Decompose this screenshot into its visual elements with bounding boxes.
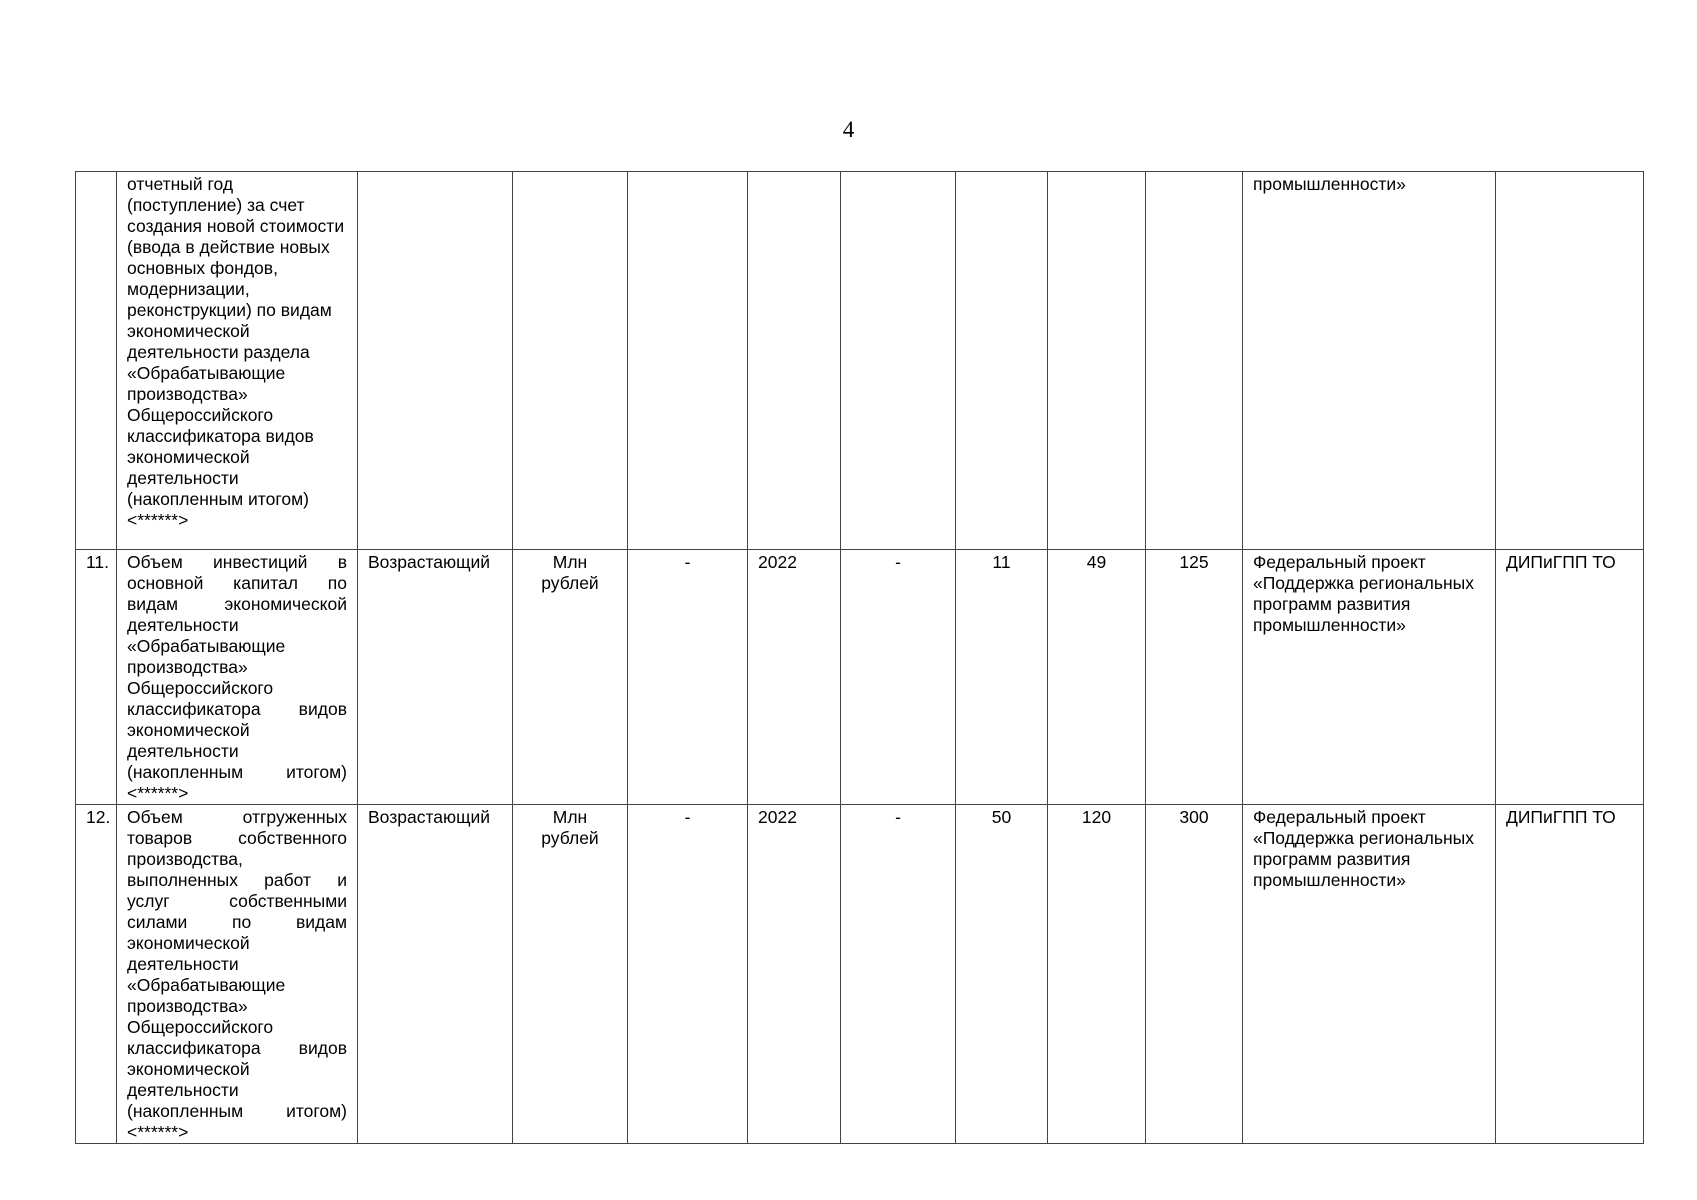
base-year: 2022 (748, 805, 841, 1144)
table-row (76, 172, 1644, 550)
value-4: 300 (1146, 805, 1243, 1144)
value-4: 125 (1146, 550, 1243, 805)
value-2 (956, 172, 1048, 550)
federal-project: Федеральный проект «Поддержка региональных программ развития промышленности» (1243, 805, 1496, 1144)
indicator-name: Объем инвестиций в основной капитал по видам экономической деятельности «Обрабатывающие производства» Общероссийского классификатора видов экономической деятельности (накопленным итогом) <******> (117, 550, 358, 805)
table-row (76, 550, 1644, 805)
unit (513, 172, 628, 550)
page-number: 4 (842, 117, 855, 142)
value-3: 120 (1048, 805, 1146, 1144)
row-number (76, 172, 117, 550)
trend: Возрастающий (358, 550, 513, 805)
indicators-table (75, 171, 1644, 1144)
base-value: - (628, 805, 748, 1144)
value-4 (1146, 172, 1243, 550)
row-number: 12. (76, 805, 117, 1144)
base-year: 2022 (748, 550, 841, 805)
base-year (748, 172, 841, 550)
responsible: ДИПиГПП ТО (1496, 550, 1644, 805)
value-2: 50 (956, 805, 1048, 1144)
base-value (628, 172, 748, 550)
value-3 (1048, 172, 1146, 550)
responsible: ДИПиГПП ТО (1496, 805, 1644, 1144)
unit: Млн рублей (513, 805, 628, 1144)
indicator-name: Объем отгруженных товаров собственного производства, выполненных работ и услуг собственными силами по видам экономической деятельности «Обрабатывающие производства» Общероссийского классификатора видов экономической деятельности (накопленным итогом) <******> (117, 805, 358, 1144)
value-1 (841, 172, 956, 550)
trend: Возрастающий (358, 805, 513, 1144)
indicator-name: отчетный год (поступление) за счет создания новой стоимости (ввода в действие новых основных фондов, модернизации, реконструкции) по видам экономической деятельности раздела «Обрабатывающие производства» Общероссийского классификатора видов экономической деятельности (накопленным итогом) <******> (117, 172, 358, 550)
trend (358, 172, 513, 550)
base-value: - (628, 550, 748, 805)
federal-project: Федеральный проект «Поддержка региональных программ развития промышленности» (1243, 550, 1496, 805)
row-number: 11. (76, 550, 117, 805)
federal-project: промышленности» (1243, 172, 1496, 550)
responsible (1496, 172, 1644, 550)
table-row (76, 805, 1644, 1144)
value-2: 11 (956, 550, 1048, 805)
value-3: 49 (1048, 550, 1146, 805)
unit: Млн рублей (513, 550, 628, 805)
value-1: - (841, 805, 956, 1144)
value-1: - (841, 550, 956, 805)
